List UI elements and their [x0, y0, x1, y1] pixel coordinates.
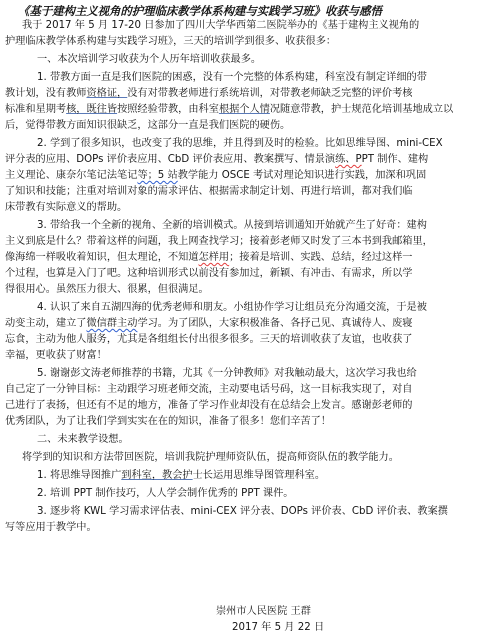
body-line: 主义到底是什么？带着这样的问题，我上网查找学习；接着彭老师又时发了三本书到我邮箱里，: [5, 236, 433, 247]
body-line: 二、未来教学设想。: [37, 434, 129, 445]
body-line: 5. 谢谢彭文涛老师推荐的书籍，尤其《一分钟教师》对我触动最大，这次学习我也给: [37, 368, 417, 379]
body-line: 动变主动，建立了微信群主动学习。为了团队，大家积极准备、各抒己见、真诚待人、废寝: [5, 318, 413, 329]
body-line: 像海绵一样吸收着知识，但太理论，不知道怎样用；接着是培训、实践、总结，经过这样一: [5, 252, 413, 263]
body-line: 忘食，主动为他人服务，尤其是各组组长付出很多很多。三天的培训收获了友谊，也收获了: [5, 334, 413, 345]
body-line: 个过程，也算是入门了吧。这种培训形式以前没有参加过，新颖、有冲击、有需求，所以学: [5, 268, 413, 279]
date: 2017 年 5 月 22 日: [232, 622, 325, 633]
body-line: 2. 学到了很多知识，也改变了我的思维，并且得到及时的检验。比如思维导图、mini-CEX: [37, 138, 443, 149]
body-line: 自己定了一分钟目标：主动跟学习班老师交流，主动要电话号码，这一目标我实现了，对自: [5, 384, 413, 395]
body-line: 幸福，更收获了财富！: [5, 350, 107, 361]
body-line: 标准和星期考核，既往皆按照经验带教，由科室根据个人情况随意带教，护士规范化培训基地成立以: [5, 104, 454, 115]
body-line: 3. 带给我一个全新的视角、全新的培训模式。从接到培训通知开始就产生了好奇：建构: [37, 220, 427, 231]
body-line: 一、本次培训学习收获为个人历年培训收获最多。: [37, 54, 262, 65]
body-line: 我于 2017 年 5 月 17-20 日参加了四川大学华西第二医院举办的《基于建构主义视角的: [22, 20, 420, 31]
body-line: 1. 带教方面一直是我们医院的困惑，没有一个完整的体系构建，科室没有制定详细的带: [37, 72, 427, 83]
body-line: 护理临床教学体系构建与实践学习班》，三天的培训学到很多、收获很多：: [5, 36, 337, 47]
body-line: 2. 培训 PPT 制作技巧，人人学会制作优秀的 PPT 课件。: [37, 488, 294, 499]
body-line: 将学到的知识和方法带回医院，培训我院护理师资队伍，提高师资队伍的教学能力。: [22, 452, 399, 463]
document-title: 《基于建构主义视角的护理临床教学体系构建与实践学习班》收获与感悟: [18, 4, 382, 18]
body-line: 后，觉得带教方面知识很缺乏，这部分一直是我们医院的硬伤。: [5, 120, 291, 131]
body-line: 1. 将思维导图推广到科室，教会护士长运用思维导图管理科室。: [37, 470, 326, 481]
body-line: 床带教有实际意义的帮助。: [5, 202, 128, 213]
body-line: 主义理论、康奈尔笔记法笔记等；5 站教学能力 OSCE 考试对理论知识进行实践，加深和巩固: [5, 170, 427, 181]
body-line: 评分表的应用、DOPs 评价表应用、CbD 评价表应用、教案撰写、情景演练、PPT 制作、建构: [5, 154, 429, 165]
body-line: 了知识和技能；注重对培训对象的需求评估、根据需求制定计划、再进行培训，都对我们临: [5, 186, 413, 197]
body-line: 3. 逐步将 KWL 学习需求评估表、mini-CEX 评分表、DOPs 评价表、CbD 评价表、教案撰: [37, 506, 448, 517]
body-line: 4. 认识了来自五湖四海的优秀老师和朋友。小组协作学习让组员充分沟通交流，于是被: [37, 302, 427, 313]
body-line: 优秀团队，为了让我们学到实实在在的知识，准备了很多！您们辛苦了！: [5, 416, 331, 427]
body-line: 写等应用于教学中。: [5, 522, 97, 533]
body-line: 得很用心。虽然压力很大、很累，但很满足。: [5, 284, 209, 295]
body-line: 教计划，没有教师资格证，没有对带教老师进行系统培训，对带教老师缺乏完整的评价考核: [5, 88, 413, 99]
signature: 崇州市人民医院 王群: [216, 606, 311, 617]
body-line: 己进行了表扬，但还有不足的地方，准备了学习作业却没有在总结会上发言。感谢彭老师的: [5, 400, 413, 411]
